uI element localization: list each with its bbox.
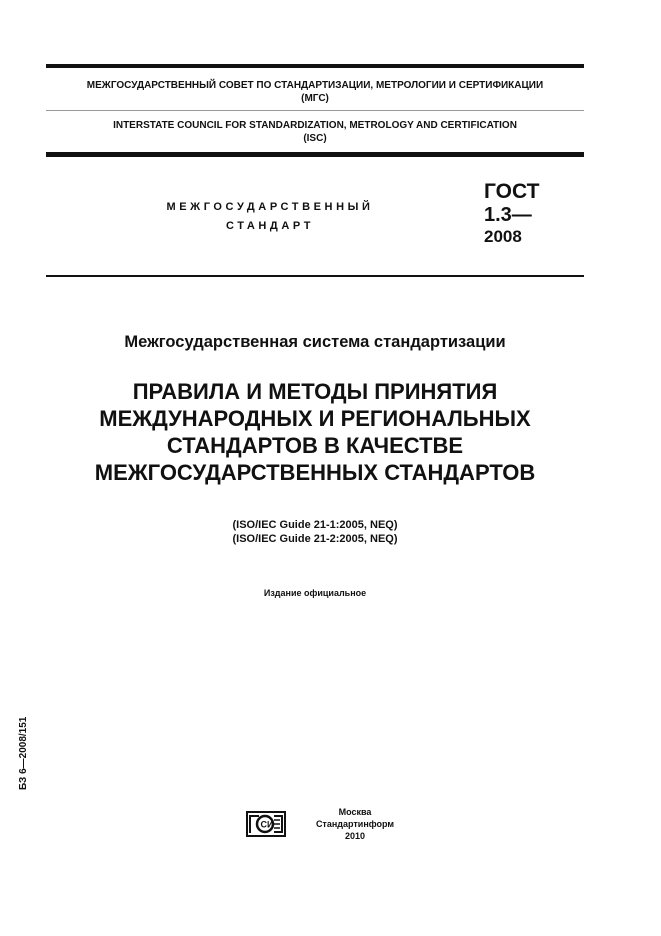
standard-type-line2: СТАНДАРТ xyxy=(225,220,315,232)
publisher-city: Москва xyxy=(338,807,372,817)
publisher-year: 2010 xyxy=(344,831,366,841)
top-rule xyxy=(46,64,584,68)
council-name-ru xyxy=(46,79,584,105)
side-code: БЗ 6—2008/151 xyxy=(18,716,29,790)
main-title-line4: МЕЖГОСУДАРСТВЕННЫХ СТАНДАРТОВ xyxy=(94,460,536,485)
council-abbr-en: (ISC) xyxy=(303,133,327,144)
main-title-line3: СТАНДАРТОВ В КАЧЕСТВЕ xyxy=(166,433,464,458)
reference-2: (ISO/IEC Guide 21-2:2005, NEQ) xyxy=(232,533,398,545)
reference-1: (ISO/IEC Guide 21-1:2005, NEQ) xyxy=(232,519,398,531)
gost-designation xyxy=(484,180,539,248)
council-abbr-ru: (МГС) xyxy=(301,93,329,104)
system-title: Межгосударственная система стандартизации xyxy=(124,333,506,351)
standard-type-line1: МЕЖГОСУДАРСТВЕННЫЙ xyxy=(166,201,374,213)
publisher-name: Стандартинформ xyxy=(315,819,395,829)
main-title-line2: МЕЖДУНАРОДНЫХ И РЕГИОНАЛЬНЫХ xyxy=(99,406,531,431)
thin-divider xyxy=(46,110,584,111)
gost-label: ГОСТ xyxy=(484,180,540,203)
international-references xyxy=(46,518,584,546)
main-title-line1: ПРАВИЛА И МЕТОДЫ ПРИНЯТИЯ xyxy=(132,379,498,404)
council-name-en-text: INTERSTATE COUNCIL FOR STANDARDIZATION, METROLOGY AND CERTIFICATION xyxy=(113,120,517,131)
header-bottom-rule xyxy=(46,152,584,157)
council-name-en xyxy=(46,119,584,145)
council-name-ru-text: МЕЖГОСУДАРСТВЕННЫЙ СОВЕТ ПО СТАНДАРТИЗАЦИИ, МЕТРОЛОГИИ И СЕРТИФИКАЦИИ xyxy=(86,80,544,91)
gost-number: 1.3— xyxy=(484,204,532,226)
standard-type xyxy=(130,198,410,236)
designation-bottom-rule xyxy=(46,275,584,277)
svg-text:СИ: СИ xyxy=(260,819,274,830)
main-title xyxy=(46,378,584,486)
publisher xyxy=(300,806,410,842)
standartinform-logo-icon xyxy=(246,811,286,837)
edition-label: Издание официальное xyxy=(263,588,367,598)
gost-year: 2008 xyxy=(484,227,522,246)
